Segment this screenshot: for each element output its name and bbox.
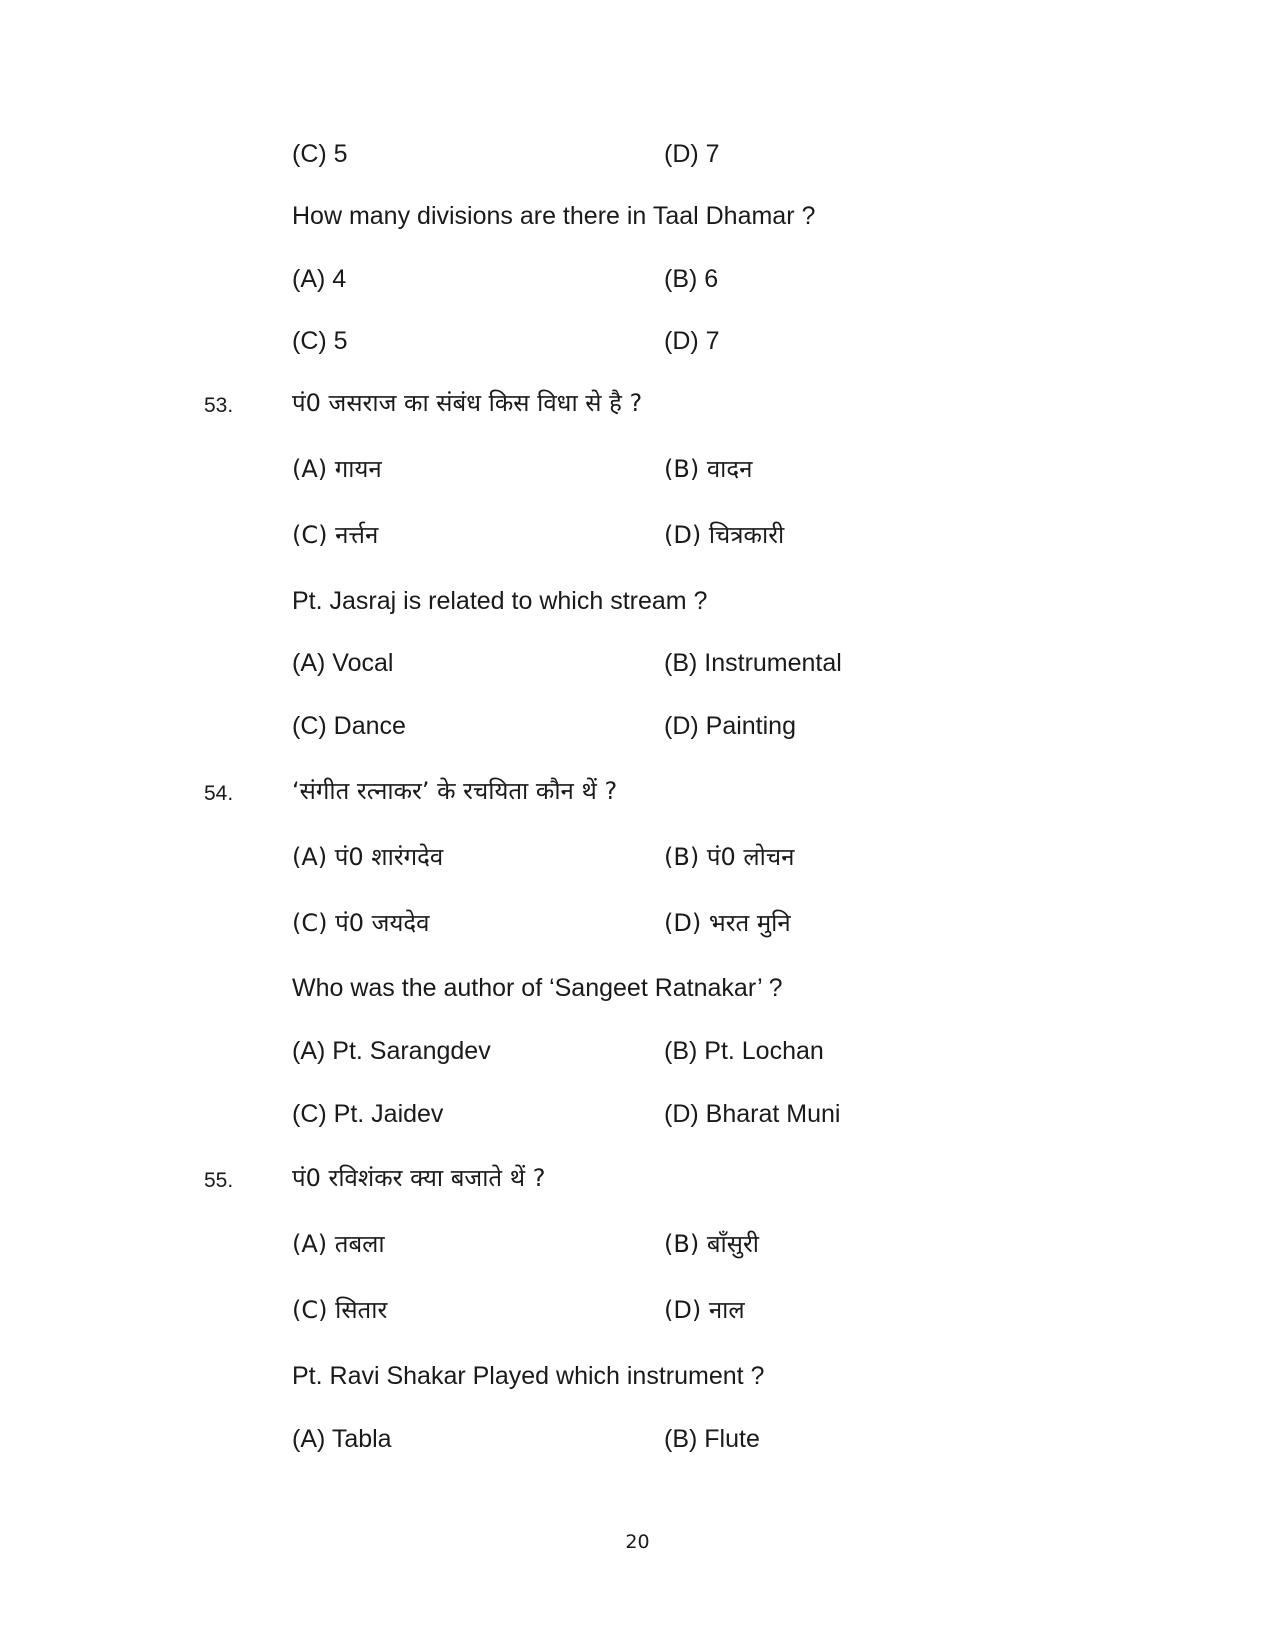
q53-english-question: Pt. Jasraj is related to which stream ? — [292, 587, 708, 615]
q53-english-option-d: (D) Painting — [664, 712, 796, 740]
question-number-55: 55. — [204, 1169, 234, 1192]
q54-english-option-d: (D) Bharat Muni — [664, 1100, 841, 1128]
q52-hindi-option-d: (D) 7 — [664, 140, 720, 168]
question-number-54: 54. — [204, 782, 234, 805]
q53-hindi-option-a: (A) गायन — [292, 455, 382, 483]
q55-english-option-b: (B) Flute — [664, 1425, 760, 1453]
q55-hindi-question: पं0 रविशंकर क्या बजाते थें ? — [292, 1164, 546, 1192]
q54-hindi-option-d: (D) भरत मुनि — [664, 909, 791, 937]
q54-hindi-question: ‘संगीत रत्नाकर’ के रचयिता कौन थें ? — [292, 777, 618, 805]
q54-hindi-option-b: (B) पं0 लोचन — [664, 843, 795, 871]
q54-english-option-c: (C) Pt. Jaidev — [292, 1100, 444, 1128]
q55-hindi-option-a: (A) तबला — [292, 1230, 385, 1258]
q54-hindi-option-a: (A) पं0 शारंगदेव — [292, 843, 444, 871]
q54-english-option-a: (A) Pt. Sarangdev — [292, 1037, 491, 1065]
q53-hindi-option-d: (D) चित्रकारी — [664, 521, 785, 549]
q52-english-option-d: (D) 7 — [664, 327, 720, 355]
q52-hindi-option-c: (C) 5 — [292, 140, 348, 168]
q54-english-question: Who was the author of ‘Sangeet Ratnakar’ ? — [292, 974, 783, 1002]
q52-english-question: How many divisions are there in Taal Dhamar ? — [292, 202, 816, 230]
question-number-53: 53. — [204, 394, 234, 417]
q53-hindi-question: पं0 जसराज का संबंध किस विधा से है ? — [292, 389, 643, 417]
page-number: 20 — [625, 1531, 650, 1553]
q55-hindi-option-d: (D) नाल — [664, 1296, 745, 1324]
q52-english-option-c: (C) 5 — [292, 327, 348, 355]
q52-english-option-a: (A) 4 — [292, 265, 347, 293]
q54-hindi-option-c: (C) पं0 जयदेव — [292, 909, 430, 937]
q55-hindi-option-b: (B) बाँसुरी — [664, 1230, 759, 1258]
q55-english-question: Pt. Ravi Shakar Played which instrument ? — [292, 1362, 765, 1390]
q53-english-option-c: (C) Dance — [292, 712, 406, 740]
q52-english-option-b: (B) 6 — [664, 265, 719, 293]
q53-english-option-b: (B) Instrumental — [664, 649, 842, 677]
q53-hindi-option-b: (B) वादन — [664, 455, 753, 483]
q55-english-option-a: (A) Tabla — [292, 1425, 392, 1453]
q54-english-option-b: (B) Pt. Lochan — [664, 1037, 824, 1065]
q53-english-option-a: (A) Vocal — [292, 649, 394, 677]
q53-hindi-option-c: (C) नर्त्तन — [292, 521, 379, 549]
q55-hindi-option-c: (C) सितार — [292, 1296, 388, 1324]
